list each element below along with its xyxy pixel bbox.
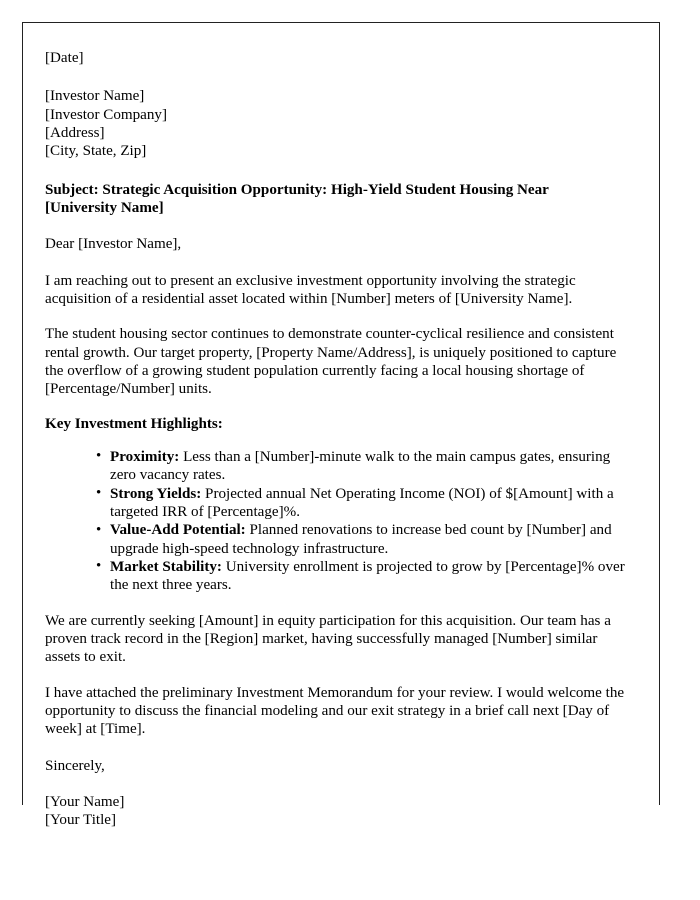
salutation: Dear [Investor Name], [45,236,182,253]
highlight-text: Less than a [Number]-minute walk to the main campus gates, ensuring zero vacancy rates. [110,448,611,484]
subject-line-1: Subject: Strategic Acquisition Opportunity: High-Yield Student Housing Near [45,181,549,198]
investment-highlights-list [45,448,625,595]
closing-salutation: Sincerely, [45,757,105,774]
recipient-line: [Address] [45,124,105,141]
subject-line [45,181,625,218]
signature-name: [Your Name] [45,793,125,810]
document-page [22,22,660,829]
signature-title: [Your Title] [45,812,117,829]
highlights-heading: Key Investment Highlights: [45,415,223,432]
document-body [23,23,659,830]
highlight-text: University enrollment is projected to grow by [Percentage]% over the next three years. [110,558,625,594]
list-item [97,558,625,595]
subject-line-2: [University Name] [45,199,164,216]
body-paragraph-3: We are currently seeking [Amount] in equity participation for this acquisition. Our team has a proven track record in the [Region] market, having successfully managed [Number] similar assets to exit. [45,612,611,666]
date-placeholder: [Date] [45,50,84,66]
recipient-line: [Investor Name] [45,88,145,105]
recipient-line: [Investor Company] [45,106,167,123]
recipient-address-block [45,87,625,160]
recipient-line: [City, State, Zip] [45,143,147,160]
highlight-lead: Value-Add Potential: [110,522,246,539]
body-paragraph-1: I am reaching out to present an exclusive investment opportunity involving the strategic acquisition of a residential asset located within [Number] meters of [University Name]. [45,272,576,307]
highlight-text: Projected annual Net Operating Income (NOI) of $[Amount] with a targeted IRR of [Percentage]%. [110,485,614,520]
list-item [97,448,625,485]
body-paragraph-4: I have attached the preliminary Investment Memorandum for your review. I would welcome the opportunity to discuss the financial modeling and our exit strategy in a brief call next [Day of week] at [Time]. [45,684,625,738]
list-item [97,485,625,522]
highlight-text: Planned renovations to increase bed count by [Number] and upgrade high-speed technology infrastructure. [110,522,612,557]
highlight-lead: Strong Yields: [110,485,202,502]
highlight-lead: Market Stability: [110,558,222,575]
signature-block [45,793,625,830]
highlight-lead: Proximity: [110,448,180,465]
list-item [97,521,625,558]
body-paragraph-2: The student housing sector continues to demonstrate counter-cyclical resilience and consistent rental growth. Our target property, [Property Name/Address], is uniquely positioned to capture the overflow of a growing student population currently facing a local housing shortage of [Percentage/Number] units. [45,326,617,398]
